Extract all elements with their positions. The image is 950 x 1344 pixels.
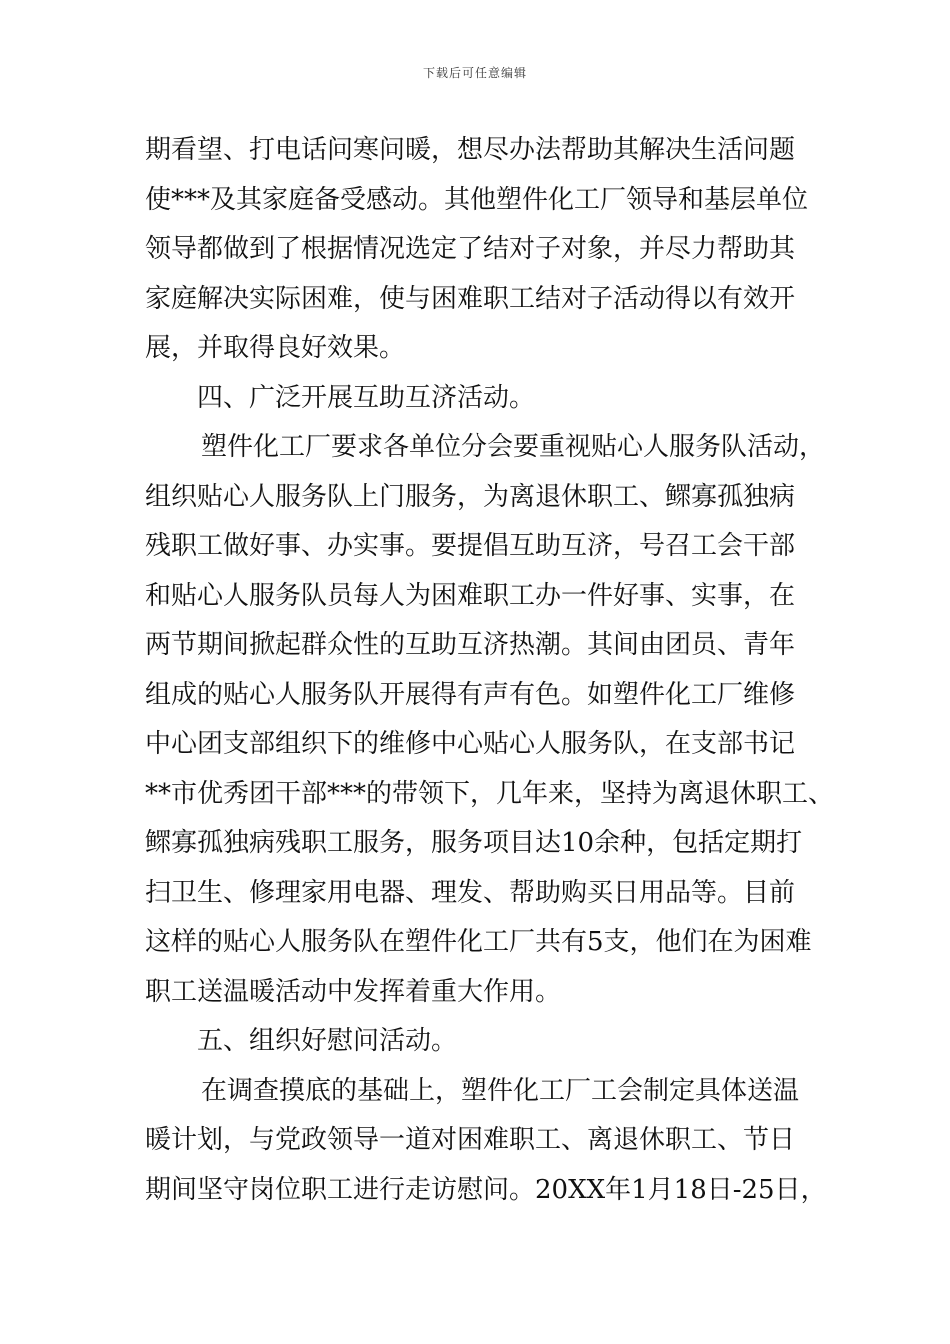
text-line: 在调查摸底的基础上，塑件化工厂工会制定具体送温 xyxy=(201,1075,800,1106)
text-line: 残职工做好事、办实事。要提倡互助互济，号召工会干部 xyxy=(145,531,796,561)
text-line: 暖计划，与党政领导一道对困难职工、离退休职工、节日 xyxy=(145,1125,796,1155)
text-line: 塑件化工厂要求各单位分会要重视贴心人服务队活动， xyxy=(201,432,826,462)
page-header: 下载后可任意编辑 xyxy=(422,66,527,80)
text-line: **市优秀团干部***的带领下，几年来，坚持为离退休职工、 xyxy=(145,778,835,809)
text-line: 这样的贴心人服务队在塑件化工厂共有5支，他们在为困难 xyxy=(145,927,812,957)
text-line: 扫卫生、修理家用电器、理发、帮助购买日用品等。目前 xyxy=(145,877,796,908)
document-body xyxy=(145,126,835,1215)
text-line: 展，并取得良好效果。 xyxy=(145,333,406,363)
section-heading: 五、组织好慰问活动。 xyxy=(197,1026,458,1056)
section-heading: 四、广泛开展互助互济活动。 xyxy=(197,382,536,413)
text-line: 期间坚守岗位职工进行走访慰问。20XX年1月18日-25日， xyxy=(145,1174,827,1205)
text-line: 期看望、打电话问寒问暖，想尽办法帮助其解决生活问题 xyxy=(145,135,796,165)
text-line: 组织贴心人服务队上门服务，为离退休职工、鳏寡孤独病 xyxy=(145,481,796,512)
text-line: 领导都做到了根据情况选定了结对子对象，并尽力帮助其 xyxy=(145,234,796,264)
text-line: 家庭解决实际困难，使与困难职工结对子活动得以有效开 xyxy=(145,283,796,314)
text-line: 使***及其家庭备受感动。其他塑件化工厂领导和基层单位 xyxy=(145,184,809,215)
text-line: 职工送温暖活动中发挥着重大作用。 xyxy=(145,976,562,1007)
text-line: 鳏寡孤独病残职工服务，服务项目达10余种，包括定期打 xyxy=(145,828,803,858)
text-line: 组成的贴心人服务队开展得有声有色。如塑件化工厂维修 xyxy=(145,679,796,710)
text-line: 中心团支部组织下的维修中心贴心人服务队，在支部书记 xyxy=(145,729,796,759)
text-line: 和贴心人服务队员每人为困难职工办一件好事、实事，在 xyxy=(145,580,796,611)
text-line: 两节期间掀起群众性的互助互济热潮。其间由团员、青年 xyxy=(145,630,796,660)
